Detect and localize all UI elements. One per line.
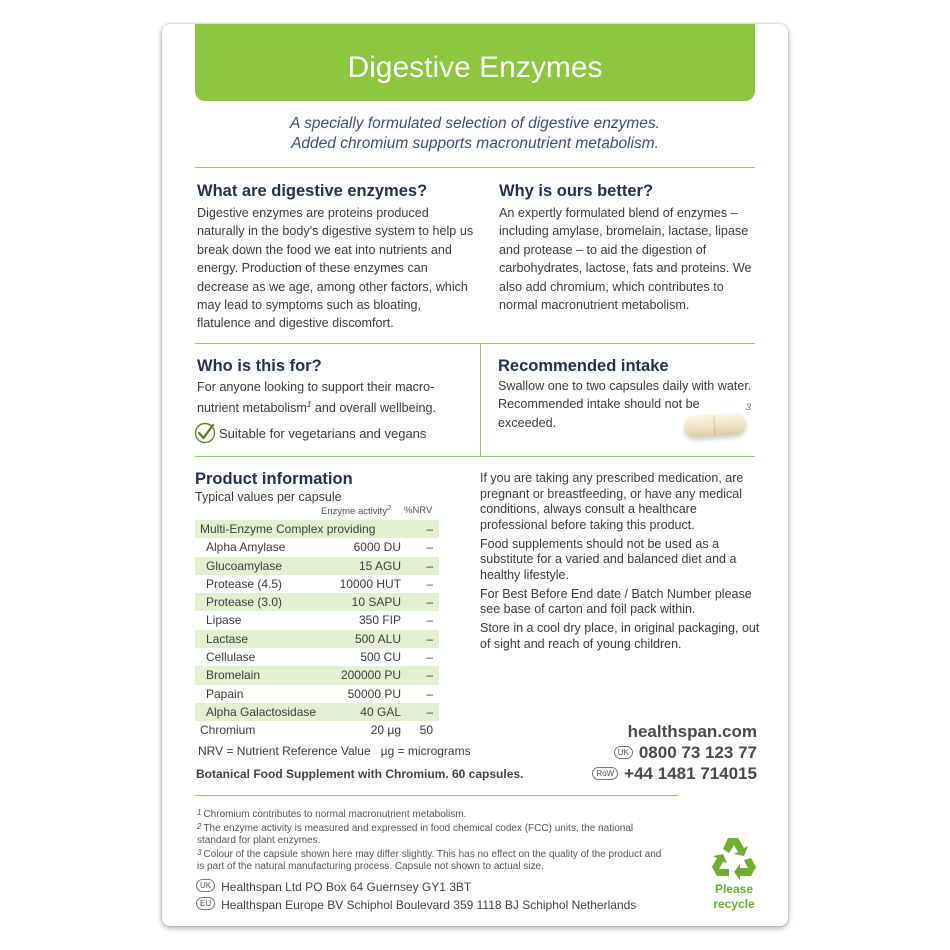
- checkmark-circle-icon: [194, 422, 216, 444]
- product-info-heading: Product information: [195, 470, 353, 488]
- table-row: [195, 611, 439, 629]
- typical-values-label: Typical values per capsule: [195, 490, 342, 504]
- footnote-text: Chromium contributes to normal macronutrient metabolism.: [203, 809, 467, 820]
- footnote: [197, 821, 667, 847]
- row-name: Multi-Enzyme Complex providing: [200, 522, 376, 536]
- row-name: Cellulase: [206, 650, 256, 665]
- table-row: [195, 685, 439, 703]
- product-back-panel: [162, 24, 788, 926]
- row-nrv: –: [426, 686, 433, 701]
- table-row: [195, 630, 439, 648]
- row-value: 500 ALU: [354, 631, 401, 646]
- table-row: [195, 666, 439, 684]
- capsule-image: [683, 412, 746, 438]
- uk-badge: UK: [196, 879, 215, 892]
- table-row: [195, 648, 439, 666]
- row-nrv: –: [426, 650, 433, 665]
- who-body-text-end: and overall wellbeing.: [311, 401, 436, 416]
- divider: [195, 456, 755, 457]
- row-value: 20 µg: [370, 723, 401, 738]
- footnote-ref-3: 3: [746, 402, 752, 412]
- divider: [195, 167, 755, 168]
- row-nrv: –: [426, 522, 433, 536]
- advice-storage: Store in a cool dry place, in original packaging, out of sight and reach of young children.: [480, 621, 760, 651]
- footnote-ref-2: 2: [387, 505, 391, 512]
- row-value: 350 FIP: [358, 613, 401, 628]
- row-value: 500 CU: [360, 650, 401, 665]
- table-row: [195, 721, 439, 739]
- divider: [195, 795, 678, 796]
- recycle-label: [699, 882, 769, 912]
- who-body-text: For anyone looking to support their macro-nutrient metabolism: [197, 380, 435, 416]
- row-name: Alpha Galactosidase: [206, 704, 317, 719]
- col-activity-label: Enzyme activity: [321, 506, 387, 518]
- row-value: 200000 PU: [340, 668, 401, 683]
- row-nrv: –: [426, 668, 433, 683]
- divider: [195, 343, 755, 344]
- footnote-text: The enzyme activity is measured and expressed in food chemical codex (FCC) units, the national standard for plant enzymes.: [197, 823, 634, 846]
- footnote-text: Colour of the capsule shown here may differ slightly. This has no effect on the quality of the product and is part of the natural manufacturing process. Capsule not shown to actual size.: [197, 849, 662, 872]
- divider: [480, 343, 481, 456]
- nrv-note: NRV = Nutrient Reference Value µg = micrograms: [198, 744, 471, 758]
- row-name: Lactase: [206, 631, 249, 646]
- col-nrv-header: %NRV: [404, 505, 433, 516]
- row-phone: +44 1481 714015: [624, 764, 757, 783]
- row-name: Protease (3.0): [206, 595, 283, 610]
- row-value: 15 AGU: [358, 558, 401, 573]
- row-name: Papain: [206, 686, 244, 701]
- advice-block: [480, 471, 760, 656]
- what-body: Digestive enzymes are proteins produced naturally in the body's digestive system to help us break down the food we eat into nutrients and energy. Production of these enzymes can decrease as we age, among other factors, which may lead to symptoms such as bloating, flatulence and digestive discomfort.: [197, 206, 474, 331]
- row-name: Alpha Amylase: [206, 540, 286, 555]
- row-name: Bromelain: [206, 668, 261, 683]
- who-body: [197, 378, 467, 418]
- vegetarian-label: Suitable for vegetarians and vegans: [219, 426, 427, 441]
- nutrition-table: [195, 520, 439, 740]
- row-name: Lipase: [206, 613, 242, 628]
- row-phone-line: [592, 764, 757, 784]
- footnote-ref-1: 1: [306, 400, 312, 410]
- table-row: [195, 520, 439, 538]
- table-row: [195, 557, 439, 575]
- row-name: Glucoamylase: [206, 558, 283, 573]
- table-row: [195, 575, 439, 593]
- product-title-banner: [195, 24, 755, 101]
- footnote-number: 2: [197, 822, 202, 831]
- row-nrv: –: [426, 540, 433, 555]
- address-eu: [196, 897, 636, 912]
- advice-diet: Food supplements should not be used as a substitute for a varied and balanced diet and a healthy lifestyle.: [480, 536, 737, 582]
- footnote: [197, 807, 667, 821]
- row-name: Protease (4.5): [206, 576, 283, 591]
- botanical-label: Botanical Food Supplement with Chromium. 60 capsules.: [196, 767, 524, 781]
- advice-batch: For Best Before End date / Batch Number please see base of carton and foil pack within.: [480, 586, 752, 616]
- address-eu-text: Healthspan Europe BV Schiphol Boulevard 359 1118 BJ Schiphol Netherlands: [221, 898, 637, 912]
- recycle-line-2: recycle: [713, 897, 755, 911]
- row-value: 10 SAPU: [351, 595, 401, 610]
- product-tagline: [195, 114, 755, 154]
- why-heading: Why is ours better?: [499, 182, 654, 200]
- row-value: 50000 PU: [347, 686, 401, 701]
- row-nrv: –: [426, 613, 433, 628]
- tagline-line-1: A specially formulated selection of digestive enzymes.: [290, 115, 660, 132]
- intake-body: Swallow one to two capsules daily with water. Recommended intake should not be exceeded.: [498, 379, 752, 430]
- recycle-icon: [710, 834, 758, 880]
- address-uk: [196, 879, 471, 894]
- advice-medication: If you are taking any prescribed medication, are pregnant or breastfeeding, or have any medical conditions, always consult a healthcare professional before taking this product.: [480, 471, 744, 532]
- table-row: [195, 703, 439, 721]
- col-activity-header: [321, 505, 391, 517]
- row-nrv: 50: [419, 723, 433, 738]
- who-heading: Who is this for?: [197, 357, 322, 375]
- row-nrv: –: [426, 595, 433, 610]
- row-value: 10000 HUT: [339, 576, 401, 591]
- footnote-number: 3: [197, 848, 202, 857]
- footnote: [197, 847, 667, 873]
- intake-heading: Recommended intake: [498, 357, 669, 375]
- row-name: Chromium: [200, 723, 256, 738]
- eu-badge: EU: [196, 897, 215, 910]
- row-nrv: –: [426, 558, 433, 573]
- tagline-line-2: Added chromium supports macronutrient metabolism.: [291, 135, 659, 152]
- row-badge: RoW: [592, 767, 618, 780]
- table-row: [195, 593, 439, 611]
- website: healthspan.com: [627, 722, 757, 741]
- footnote-number: 1: [197, 808, 202, 817]
- what-heading: What are digestive enzymes?: [197, 182, 428, 200]
- uk-phone: 0800 73 123 77: [638, 743, 757, 762]
- recycle-line-1: Please: [714, 882, 754, 896]
- row-value: 40 GAL: [360, 704, 401, 719]
- uk-badge: UK: [614, 746, 633, 759]
- why-body: An expertly formulated blend of enzymes – including amylase, bromelain, lactase, lipase and protease – to aid the digestion of carbohydrates, lactose, fats and proteins. We also add chromium, which contributes to normal macronutrient metabolism.: [499, 206, 752, 313]
- row-nrv: –: [426, 576, 433, 591]
- row-nrv: –: [426, 631, 433, 646]
- uk-phone-line: [614, 743, 757, 763]
- product-title: Digestive Enzymes: [347, 51, 603, 84]
- table-row: [195, 538, 439, 556]
- row-nrv: –: [426, 704, 433, 719]
- address-uk-text: Healthspan Ltd PO Box 64 Guernsey GY1 3BT: [221, 880, 472, 894]
- row-value: 6000 DU: [353, 540, 401, 555]
